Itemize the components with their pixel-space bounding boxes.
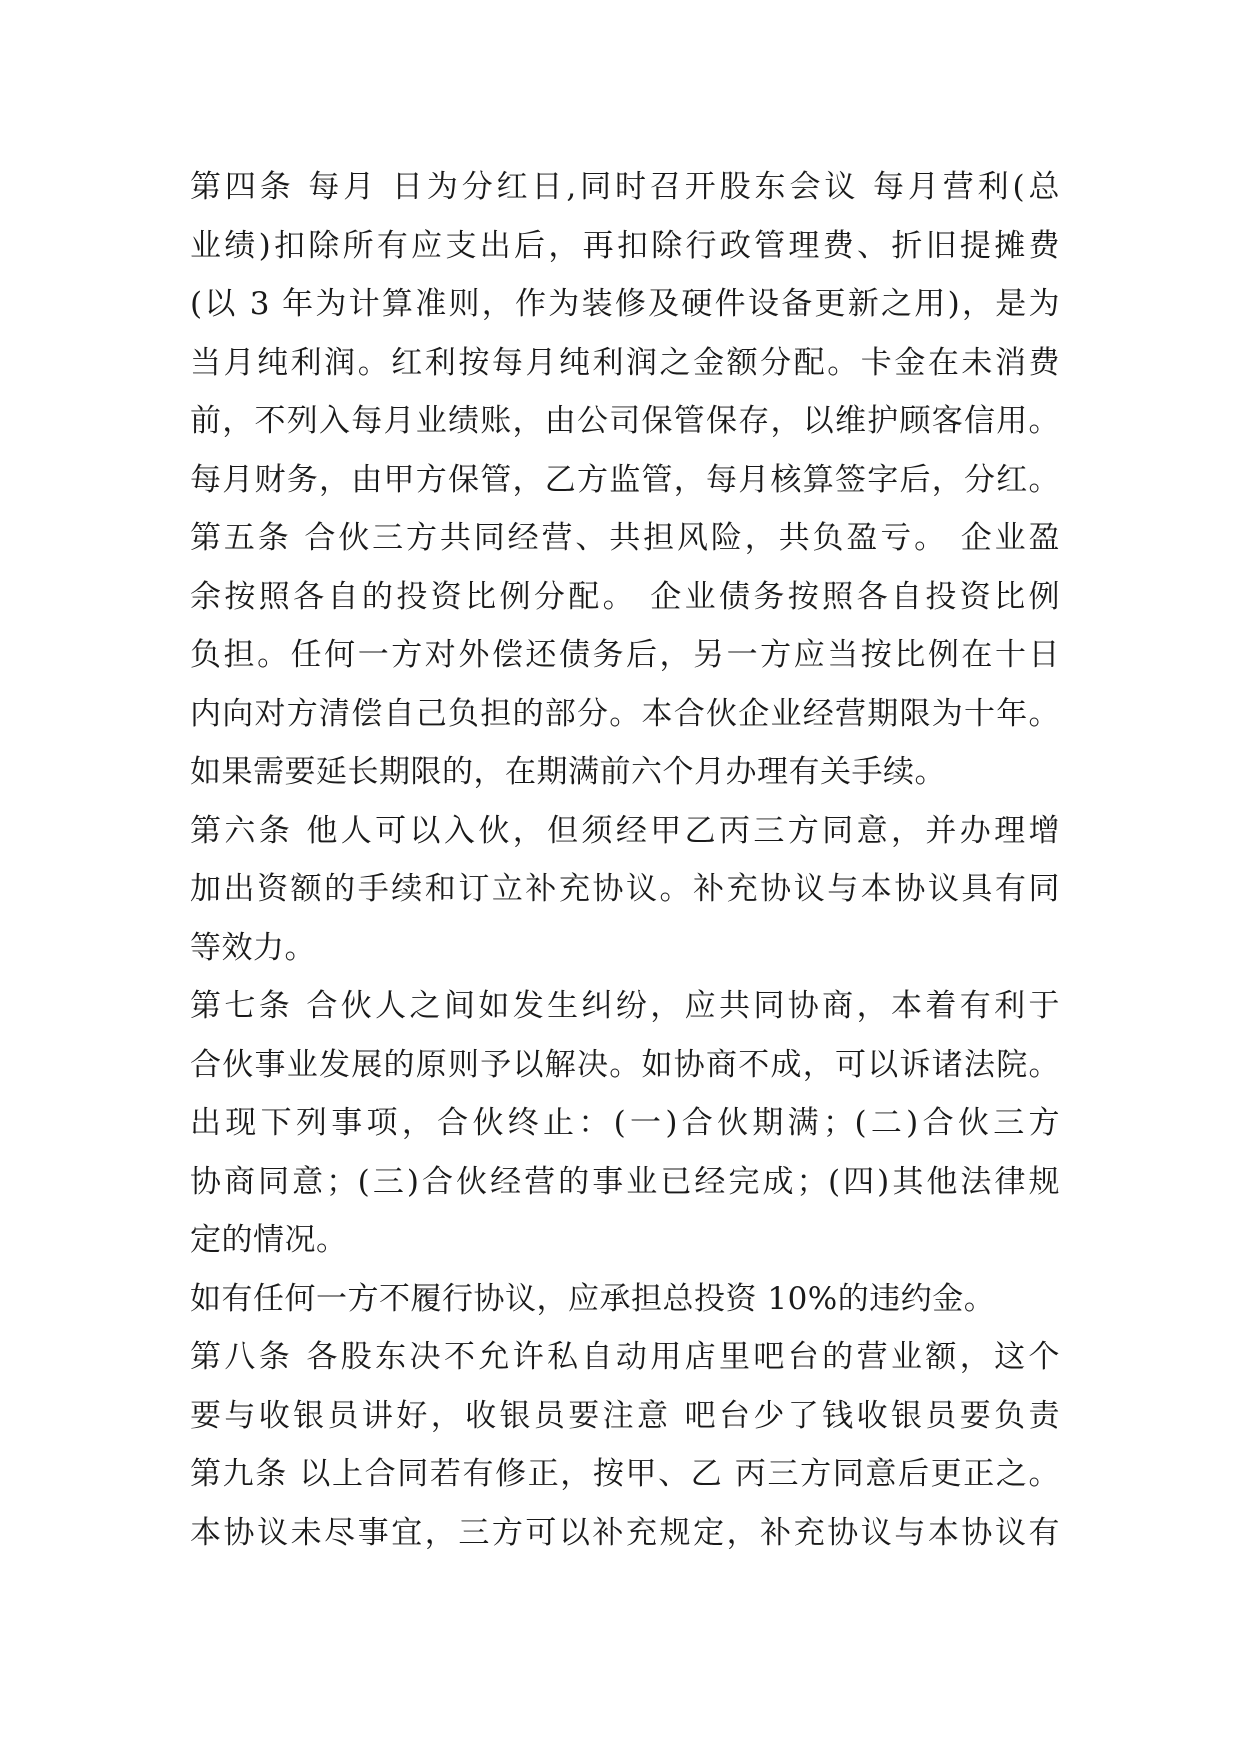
- text-line: 余按照各自的投资比例分配。 企业债务按照各自投资比例: [190, 578, 1060, 615]
- text-line: 当月纯利润。红利按每月纯利润之金额分配。卡金在未消费: [190, 344, 1060, 381]
- text-line: 协商同意；(三)合伙经营的事业已经完成；(四)其他法律规: [190, 1163, 1060, 1200]
- text-line: 合伙事业发展的原则予以解决。如协商不成，可以诉诸法院。: [190, 1046, 1060, 1083]
- text-line: 本协议未尽事宜，三方可以补充规定，补充协议与本协议有: [190, 1514, 1060, 1551]
- text-line: 第五条 合伙三方共同经营、共担风险，共负盈亏。 企业盈: [190, 520, 1060, 556]
- text-line: 第六条 他人可以入伙，但须经甲乙丙三方同意，并办理增: [190, 812, 1060, 849]
- text-line: 等效力。: [190, 929, 316, 966]
- text-line: 第九条 以上合同若有修正，按甲、乙 丙三方同意后更正之。: [190, 1456, 1060, 1492]
- text-line: 每月财务，由甲方保管，乙方监管，每月核算签字后，分红。: [190, 461, 1060, 498]
- text-line: (以 3 年为计算准则，作为装修及硬件设备更新之用)，是为: [190, 286, 1060, 322]
- text-line: 定的情况。: [190, 1222, 348, 1258]
- text-line: 如有任何一方不履行协议，应承担总投资 10%的违约金。: [190, 1280, 996, 1317]
- document-body: [190, 158, 1060, 1562]
- text-line: 业绩)扣除所有应支出后，再扣除行政管理费、折旧提摊费: [190, 227, 1060, 264]
- text-line: 第四条 每月 日为分红日,同时召开股东会议 每月营利(总: [190, 169, 1060, 205]
- text-line: 出现下列事项，合伙终止：(一)合伙期满；(二)合伙三方: [190, 1105, 1060, 1141]
- text-line: 内向对方清偿自己负担的部分。本合伙企业经营期限为十年。: [190, 695, 1060, 732]
- text-line: 加出资额的手续和订立补充协议。补充协议与本协议具有同: [190, 871, 1060, 907]
- text-line: 第八条 各股东决不允许私自动用店里吧台的营业额，这个: [190, 1339, 1060, 1375]
- text-line: 前，不列入每月业绩账，由公司保管保存，以维护顾客信用。: [190, 403, 1060, 439]
- text-line: 如果需要延长期限的，在期满前六个月办理有关手续。: [190, 754, 946, 790]
- text-line: 要与收银员讲好，收银员要注意 吧台少了钱收银员要负责: [190, 1397, 1060, 1434]
- text-line: 第七条 合伙人之间如发生纠纷，应共同协商，本着有利于: [190, 988, 1060, 1024]
- text-line: 负担。任何一方对外偿还债务后，另一方应当按比例在十日: [190, 637, 1060, 673]
